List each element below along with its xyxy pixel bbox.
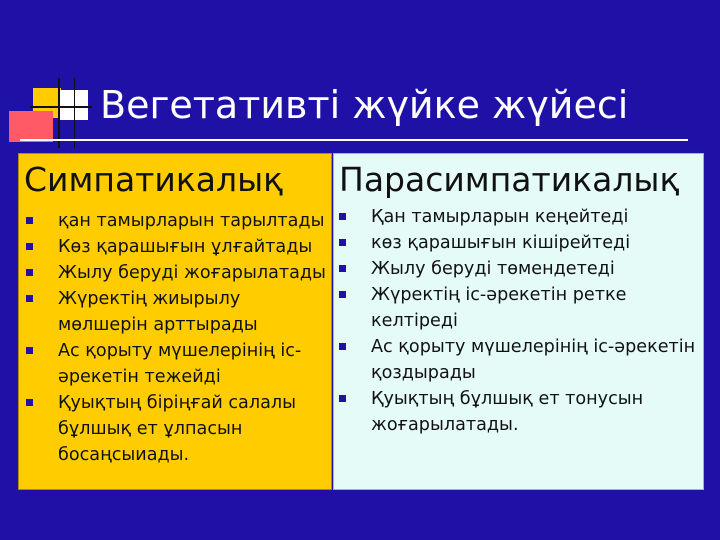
ornament-vertical-line-1 bbox=[58, 78, 60, 148]
ornament-red-square bbox=[9, 111, 53, 142]
square-bullet-icon bbox=[339, 213, 346, 220]
list-item-text: Ас қорыту мүшелерінің іс-әрекетін тежейді bbox=[58, 341, 302, 387]
square-bullet-icon bbox=[26, 269, 33, 276]
list-item bbox=[24, 208, 330, 234]
sympathetic-list bbox=[24, 208, 330, 468]
square-bullet-icon bbox=[26, 399, 33, 406]
list-item-text: Жылу беруді төмендетеді bbox=[371, 259, 615, 279]
list-item bbox=[337, 230, 699, 256]
title-underline bbox=[20, 139, 688, 141]
list-item-text: қан тамырларын тарылтады bbox=[58, 211, 325, 231]
list-item-text: Жылу беруді жоғарылатады bbox=[58, 263, 326, 283]
ornament-vertical-line-2 bbox=[74, 78, 75, 148]
list-item-text: көз қарашығын кішірейтеді bbox=[371, 233, 631, 253]
list-item-text: Қан тамырларын кеңейтеді bbox=[371, 207, 629, 227]
list-item-text: Жүректің іс-әрекетін ретке келтіреді bbox=[371, 285, 627, 331]
list-item bbox=[24, 286, 330, 338]
square-bullet-icon bbox=[26, 217, 33, 224]
list-item-text: Жүректің жиырылу мөлшерін арттырады bbox=[58, 289, 258, 335]
sympathetic-heading: Симпатикалық bbox=[24, 160, 284, 199]
list-item bbox=[24, 390, 330, 468]
square-bullet-icon bbox=[339, 343, 346, 350]
list-item bbox=[337, 334, 699, 386]
square-bullet-icon bbox=[339, 265, 346, 272]
list-item bbox=[24, 338, 330, 390]
list-item-text: Қуықтың біріңғай салалы бұлшық ет ұлпасын босаңсыиады. bbox=[58, 393, 297, 465]
square-bullet-icon bbox=[26, 243, 33, 250]
list-item bbox=[337, 282, 699, 334]
list-item bbox=[24, 234, 330, 260]
ornament-horizontal-line bbox=[30, 106, 92, 108]
list-item bbox=[337, 204, 699, 230]
slide-title: Вегетативті жүйке жүйесі bbox=[100, 83, 629, 127]
list-item bbox=[337, 386, 699, 438]
title-ornament bbox=[0, 0, 110, 150]
square-bullet-icon bbox=[339, 291, 346, 298]
square-bullet-icon bbox=[26, 347, 33, 354]
square-bullet-icon bbox=[339, 395, 346, 402]
list-item-text: Ас қорыту мүшелерінің іс-әрекетін қоздырады bbox=[371, 337, 696, 383]
list-item bbox=[337, 256, 699, 282]
list-item-text: Қуықтың бұлшық ет тонусын жоғарылатады. bbox=[371, 389, 644, 435]
list-item bbox=[24, 260, 330, 286]
list-item-text: Көз қарашығын ұлғайтады bbox=[58, 237, 313, 257]
square-bullet-icon bbox=[26, 295, 33, 302]
parasympathetic-heading: Парасимпатикалық bbox=[339, 160, 680, 199]
square-bullet-icon bbox=[339, 239, 346, 246]
parasympathetic-list bbox=[337, 204, 699, 438]
